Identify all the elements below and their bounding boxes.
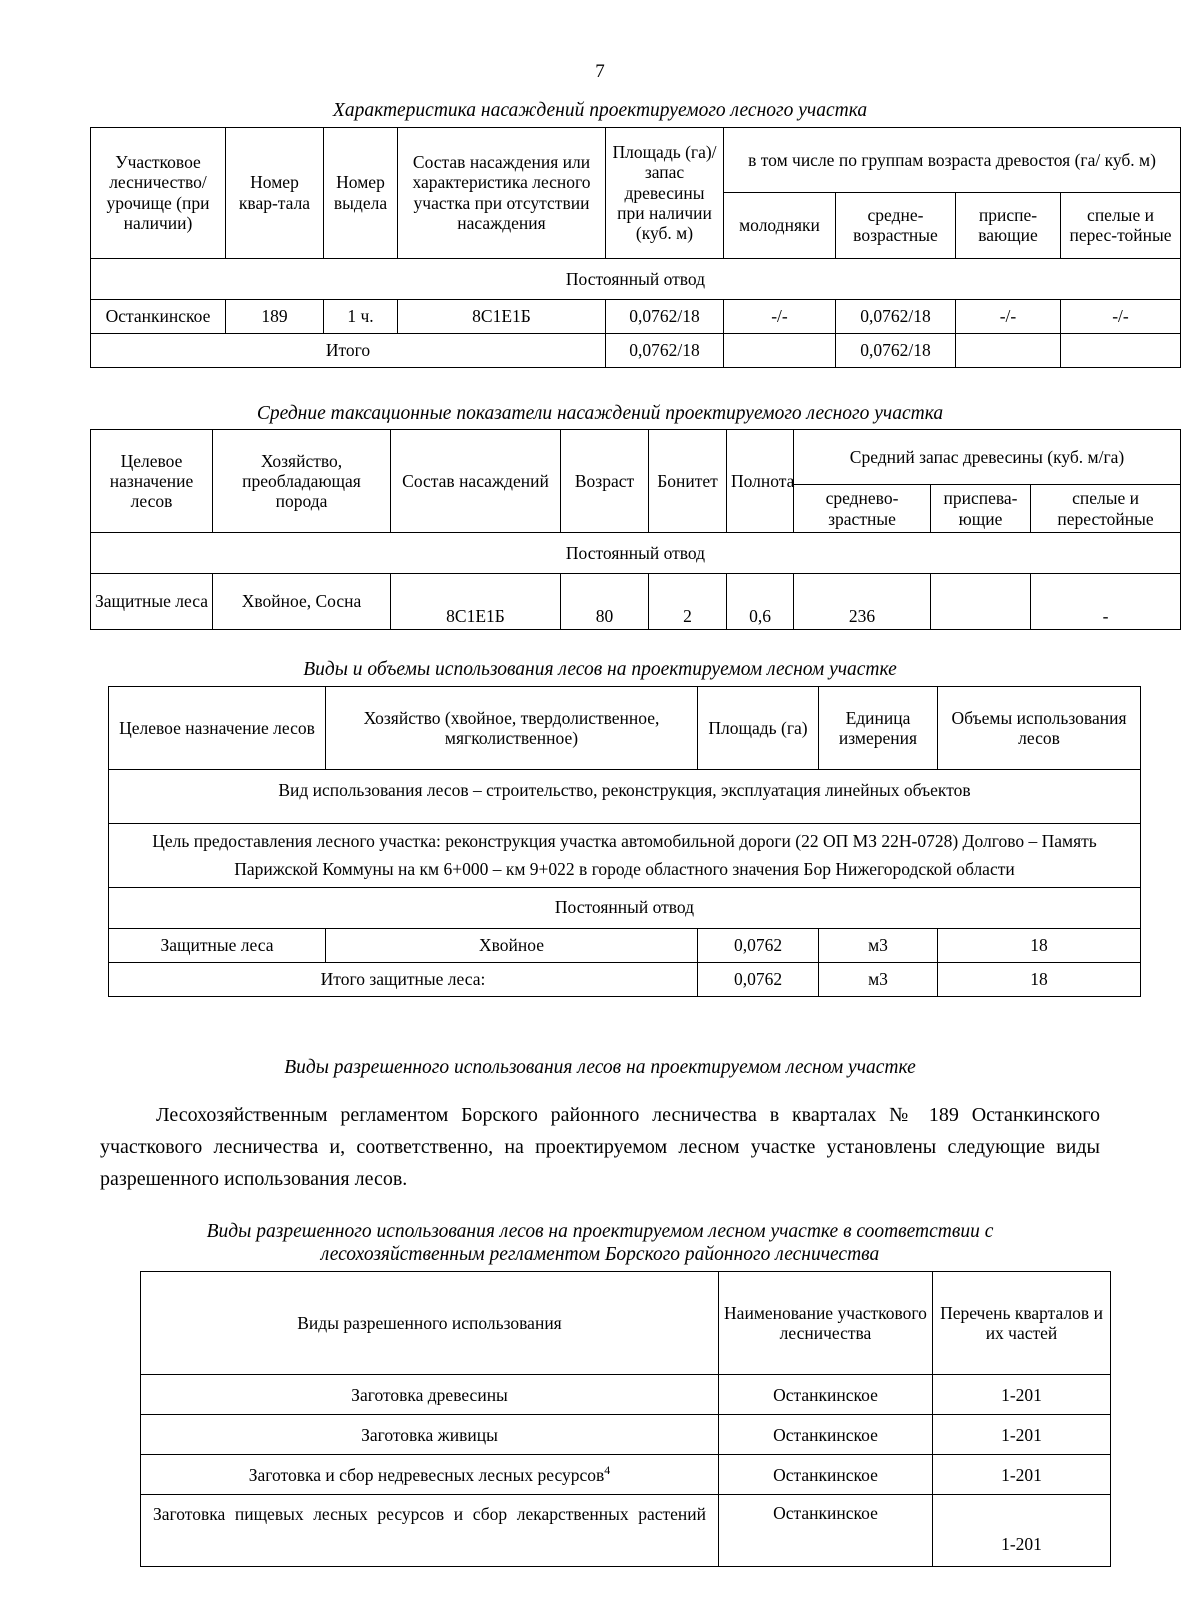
page-number: 7 <box>595 61 605 82</box>
table-row <box>91 299 1181 333</box>
table-row <box>141 1455 1111 1495</box>
section-paragraph: Лесохозяйственным регламентом Борского районного лесничества в кварталах № 189 Останкинского участкового лесничества и, соответственно, на проектируемом лесном участке установлены следующие виды разрешенного использования лесов. <box>100 1103 1100 1191</box>
cell-vozrast: 80 <box>561 574 649 630</box>
th-uchastkovoe-lesnichestvo: Участковое лесничество/ урочище (при наличии) <box>91 127 226 258</box>
cell-prispevayushchie: -/- <box>956 299 1061 333</box>
table1-total-row <box>91 333 1181 367</box>
cell-itogo-label: Итого <box>91 333 606 367</box>
table-nasazhdeniya-characteristics <box>90 127 1181 368</box>
band-postoyannyy-otvod: Постоянный отвод <box>91 533 1181 574</box>
cell-lesnichestvo: Останкинское <box>719 1495 933 1567</box>
cell-vid-ispolzovaniya: Заготовка живицы <box>141 1415 719 1455</box>
th-perechen-kvartalov: Перечень кварталов и их частей <box>933 1272 1111 1375</box>
cell-ploshchad: 0,0762/18 <box>606 299 724 333</box>
cell-kvartaly: 1-201 <box>933 1455 1111 1495</box>
row-cel-predostavleniya: Цель предоставления лесного участка: реконструкция участка автомобильной дороги (22 ОП МЗ 22Н-0728) Долгово – Память Парижской Коммуны на км 6+000 – км 9+022 в городе областного значения Бор Нижегородской области <box>109 823 1141 887</box>
table3-caption: Виды и объемы использования лесов на проектируемом лесном участке <box>303 659 897 681</box>
table4-caption-line1: Виды разрешенного использования лесов на проектируемом лесном участке в соответствии с <box>206 1220 994 1242</box>
cell-naznachenie: Защитные леса <box>109 928 326 962</box>
th-celevoe-naznachenie-lesov: Целевое назначение лесов <box>91 430 213 533</box>
table-vidy-razreshennogo-ispolzovaniya <box>140 1271 1111 1567</box>
th-molodnyaki: молодняки <box>724 192 836 258</box>
cell-kvartaly: 1-201 <box>933 1415 1111 1455</box>
table-row <box>109 928 1141 962</box>
th-srednevozrastnye: средне-возрастные <box>836 192 956 258</box>
table4-container <box>0 1271 1200 1567</box>
table-row <box>141 1495 1111 1567</box>
table3-container <box>0 686 1200 997</box>
th-vozrast: Возраст <box>561 430 649 533</box>
cell-itogo-spelye <box>1061 333 1181 367</box>
table3-total-row <box>109 962 1141 996</box>
table2-header-row-1 <box>91 430 1181 485</box>
band-postoyannyy-otvod: Постоянный отвод <box>91 258 1181 299</box>
table4-header-row <box>141 1272 1111 1375</box>
table3-header-row <box>109 686 1141 769</box>
cell-kvartaly: 1-201 <box>933 1495 1111 1567</box>
cell-molodnyaki: -/- <box>724 299 836 333</box>
cell-spelye: - <box>1031 574 1181 630</box>
table4-caption-line2: лесохозяйственным регламентом Борского районного лесничества <box>320 1244 880 1266</box>
table-srednie-taksacionnye-pokazateli <box>90 429 1181 630</box>
th-sostav-nasazhdeniy: Состав насаждений <box>391 430 561 533</box>
th-obyomy-ispolzovaniya: Объемы использования лесов <box>938 686 1141 769</box>
cell-lesnichestvo: Останкинское <box>719 1375 933 1415</box>
footnote-marker: 4 <box>604 1463 611 1478</box>
cell-edinica: м3 <box>819 928 938 962</box>
cell-obyom: 18 <box>938 928 1141 962</box>
cell-prispevayushchie <box>931 574 1031 630</box>
th-spelye-perestoynye: спелые и перестойные <box>1031 485 1181 533</box>
table2-band-row <box>91 533 1181 574</box>
th-nomer-vydela: Номер выдела <box>324 127 398 258</box>
cell-hozyaystvo: Хвойное <box>326 928 698 962</box>
cell-vydel: 1 ч. <box>324 299 398 333</box>
row-vid-ispolzovaniya-lesov: Вид использования лесов – строительство, реконструкция, эксплуатация линейных объектов <box>109 769 1141 823</box>
th-hozyaystvo-poroda: Хозяйство, преобладающая порода <box>213 430 391 533</box>
cell-itogo-label: Итого защитные леса: <box>109 962 698 996</box>
document-page <box>0 62 1200 1615</box>
table2-container <box>0 429 1200 630</box>
cell-hozyaystvo: Хвойное, Сосна <box>213 574 391 630</box>
th-prispevayushchie: приспева-ющие <box>931 485 1031 533</box>
band-postoyannyy-otvod: Постоянный отвод <box>109 887 1141 928</box>
th-celevoe-naznachenie-lesov: Целевое назначение лесов <box>109 686 326 769</box>
cell-itogo-molodnyaki <box>724 333 836 367</box>
table2-caption: Средние таксационные показатели насаждений проектируемого лесного участка <box>256 402 944 424</box>
cell-sostav: 8С1Е1Б <box>398 299 606 333</box>
cell-lesnichestvo: Останкинское <box>91 299 226 333</box>
cell-srednevozrastnye: 236 <box>794 574 931 630</box>
table3-usetype-row <box>109 769 1141 823</box>
cell-naznachenie: Защитные леса <box>91 574 213 630</box>
th-vidy-razreshennogo-ispolzovaniya: Виды разрешенного использования <box>141 1272 719 1375</box>
cell-bonitet: 2 <box>649 574 727 630</box>
th-group-sredniy-zapas: Средний запас древесины (куб. м/га) <box>794 430 1181 485</box>
th-edinica-izmereniya: Единица измерения <box>819 686 938 769</box>
th-naimenovanie-uchastkovogo-lesnichestva: Наименование участкового лесничества <box>719 1272 933 1375</box>
cell-vid-text: Заготовка и сбор недревесных лесных ресурсов <box>248 1465 605 1486</box>
th-spelye-perestoynye: спелые и перес-тойные <box>1061 192 1181 258</box>
cell-vid-ispolzovaniya: Заготовка пищевых лесных ресурсов и сбор лекарственных растений <box>141 1495 719 1567</box>
cell-itogo-obyom: 18 <box>938 962 1141 996</box>
cell-lesnichestvo: Останкинское <box>719 1455 933 1495</box>
table-row <box>91 574 1181 630</box>
cell-kvartal: 189 <box>226 299 324 333</box>
cell-itogo-edinica: м3 <box>819 962 938 996</box>
cell-lesnichestvo: Останкинское <box>719 1415 933 1455</box>
cell-srednevozrastnye: 0,0762/18 <box>836 299 956 333</box>
th-polnota: Полнота <box>727 430 794 533</box>
table1-container <box>0 127 1200 368</box>
table1-header-row-1 <box>91 127 1181 192</box>
table-vidy-obyomy-ispolzovaniya <box>108 686 1141 997</box>
cell-spelye: -/- <box>1061 299 1181 333</box>
th-srednevozrastnye: среднево-зрастные <box>794 485 931 533</box>
cell-itogo-srednevozrastnye: 0,0762/18 <box>836 333 956 367</box>
cell-vid-ispolzovaniya: Заготовка древесины <box>141 1375 719 1415</box>
section-title-vidy-razreshennogo: Виды разрешенного использования лесов на проектируемом лесном участке <box>284 1056 916 1078</box>
cell-itogo-prispevayushchie <box>956 333 1061 367</box>
th-nomer-kvartala: Номер квар-тала <box>226 127 324 258</box>
th-bonitet: Бонитет <box>649 430 727 533</box>
cell-vid-ispolzovaniya <box>141 1455 719 1495</box>
table3-band-row <box>109 887 1141 928</box>
th-prispevayushchie: приспе-вающие <box>956 192 1061 258</box>
th-ploshchad-zapas: Площадь (га)/запас древесины при наличии (куб. м) <box>606 127 724 258</box>
cell-sostav: 8С1Е1Б <box>391 574 561 630</box>
table3-purpose-row <box>109 823 1141 887</box>
table-row <box>141 1375 1111 1415</box>
cell-kvartaly: 1-201 <box>933 1375 1111 1415</box>
cell-itogo-ploshchad: 0,0762 <box>698 962 819 996</box>
cell-polnota: 0,6 <box>727 574 794 630</box>
th-group-vozrast-drevostoya: в том числе по группам возраста древостоя (га/ куб. м) <box>724 127 1181 192</box>
th-hozyaystvo: Хозяйство (хвойное, твердолиственное, мягколиственное) <box>326 686 698 769</box>
table1-band-row <box>91 258 1181 299</box>
table-row <box>141 1415 1111 1455</box>
cell-ploshchad: 0,0762 <box>698 928 819 962</box>
th-ploshchad-ga: Площадь (га) <box>698 686 819 769</box>
cell-itogo-ploshchad: 0,0762/18 <box>606 333 724 367</box>
table1-caption: Характеристика насаждений проектируемого лесного участка <box>332 99 868 121</box>
th-sostav-nasazhdeniya: Состав насаждения или характеристика лесного участка при отсутствии насаждения <box>398 127 606 258</box>
